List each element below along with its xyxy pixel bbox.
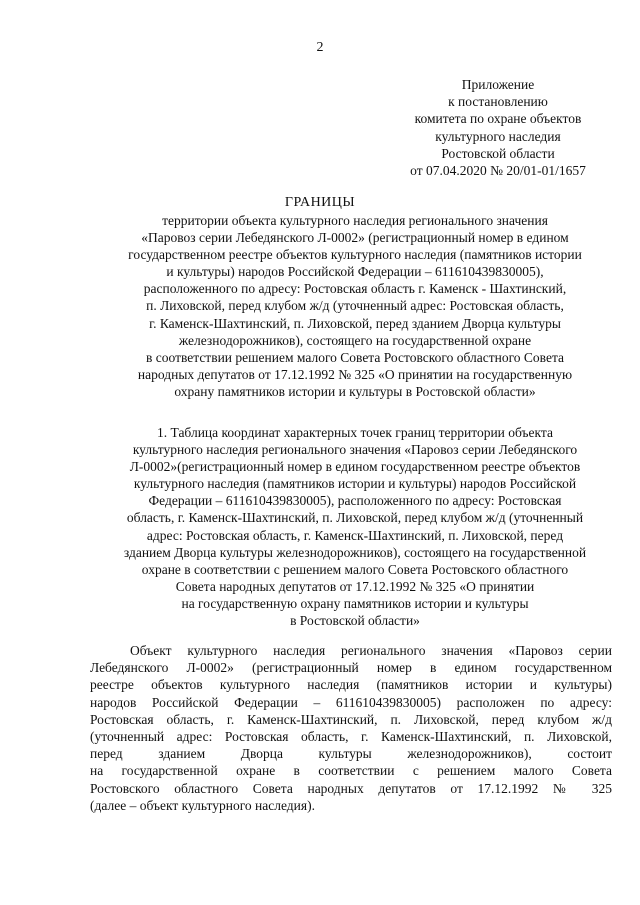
table-heading-line: Совета народных депутатов от 17.12.1992 № 325 «О принятии	[175, 578, 535, 594]
paragraph-line: Объект культурного наследия регионального значения «Паровоз серии	[130, 643, 612, 658]
table-heading-line: адрес: Ростовская область, г. Каменск-Шахтинский, п. Лиховской, перед	[146, 527, 564, 543]
subtitle-line: г. Каменск-Шахтинский, п. Лиховской, перед зданием Дворца культуры	[149, 315, 561, 331]
table-heading-line: на государственную охрану памятников истории и культуры	[181, 595, 529, 611]
appendix-line: Ростовской области	[441, 145, 555, 161]
subtitle-line: в соответствии решением малого Совета Ростовского областного Совета	[146, 349, 564, 365]
table-heading-line: 1. Таблица координат характерных точек границ территории объекта	[157, 425, 553, 440]
appendix-line: комитета по охране объектов	[414, 111, 582, 127]
paragraph-line: (далее – объект культурного наследия).	[90, 797, 315, 813]
paragraph-line: на государственной охране в соответствии с решением малого Совета	[90, 763, 612, 779]
appendix-line: культурного наследия	[435, 128, 561, 144]
table-heading	[95, 424, 615, 629]
table-heading-line: культурного наследия (памятников истории и культуры) народов Российской	[133, 476, 577, 492]
subtitle-line: охрану памятников истории и культуры в Ростовской области»	[174, 383, 536, 399]
appendix-block	[380, 76, 616, 179]
appendix-line: Приложение	[461, 77, 535, 92]
paragraph-line: народов Российской Федерации – 611610439830005) расположен по адресу:	[90, 694, 612, 710]
paragraph-line: Ростовская область, г. Каменск-Шахтинский, п. Лиховской, перед клубом ж/д	[90, 711, 612, 727]
subtitle-line: п. Лиховской, перед клубом ж/д (уточненный адрес: Ростовская область,	[146, 298, 564, 314]
subtitle-line: железнодорожников), состоящего на государственной охране	[178, 332, 532, 348]
table-heading-line: зданием Дворца культуры железнодорожников), состоящего на государственной	[123, 544, 587, 560]
table-heading-line: область, г. Каменск-Шахтинский, п. Лиховской, перед клубом ж/д (уточненный	[126, 510, 584, 526]
table-heading-line: культурного наследия регионального значения «Паровоз серии Лебедянского	[132, 442, 578, 458]
subtitle-line: государственном реестре объектов культурного наследия (памятников истории	[128, 247, 582, 263]
paragraph-line: Ростовского областного Совета народных депутатов от 17.12.1992 № 325	[90, 780, 612, 796]
appendix-line: от 07.04.2020 № 20/01-01/1657	[410, 163, 586, 179]
appendix-line: к постановлению	[448, 94, 548, 110]
title-subtitle	[95, 212, 615, 400]
table-heading-line: в Ростовской области»	[290, 613, 420, 629]
table-heading-line: Федерации – 611610439830005), расположенного по адресу: Ростовская	[148, 493, 562, 509]
subtitle-line: и культуры) народов Российской Федерации – 611610439830005),	[166, 264, 544, 280]
paragraph-line: перед зданием Дворца культуры железнодорожников), состоит	[90, 746, 612, 762]
subtitle-line: территории объекта культурного наследия регионального значения	[162, 213, 548, 228]
subtitle-line: народных депутатов от 17.12.1992 № 325 «О принятии на государственную	[137, 366, 573, 382]
paragraph-line: (уточненный адрес: Ростовская область, г. Каменск-Шахтинский, п. Лиховской,	[90, 729, 612, 745]
table-heading-line: Л-0002»(регистрационный номер в едином государственном реестре объектов	[129, 459, 581, 475]
page-number: 2	[316, 40, 324, 55]
body-paragraph	[90, 642, 612, 814]
table-heading-line: охране в соответствии с решением малого Совета Ростовского областного	[141, 561, 569, 577]
paragraph-line: реестре объектов культурного наследия (памятников истории и культуры)	[90, 677, 612, 693]
subtitle-line: расположенного по адресу: Ростовская область г. Каменск - Шахтинский,	[143, 281, 567, 297]
subtitle-line: «Паровоз серии Лебедянского Л-0002» (регистрационный номер в едином	[141, 230, 569, 246]
document-title: ГРАНИЦЫ	[284, 195, 356, 210]
paragraph-line: Лебедянского Л-0002» (регистрационный номер в едином государственном	[90, 660, 612, 676]
